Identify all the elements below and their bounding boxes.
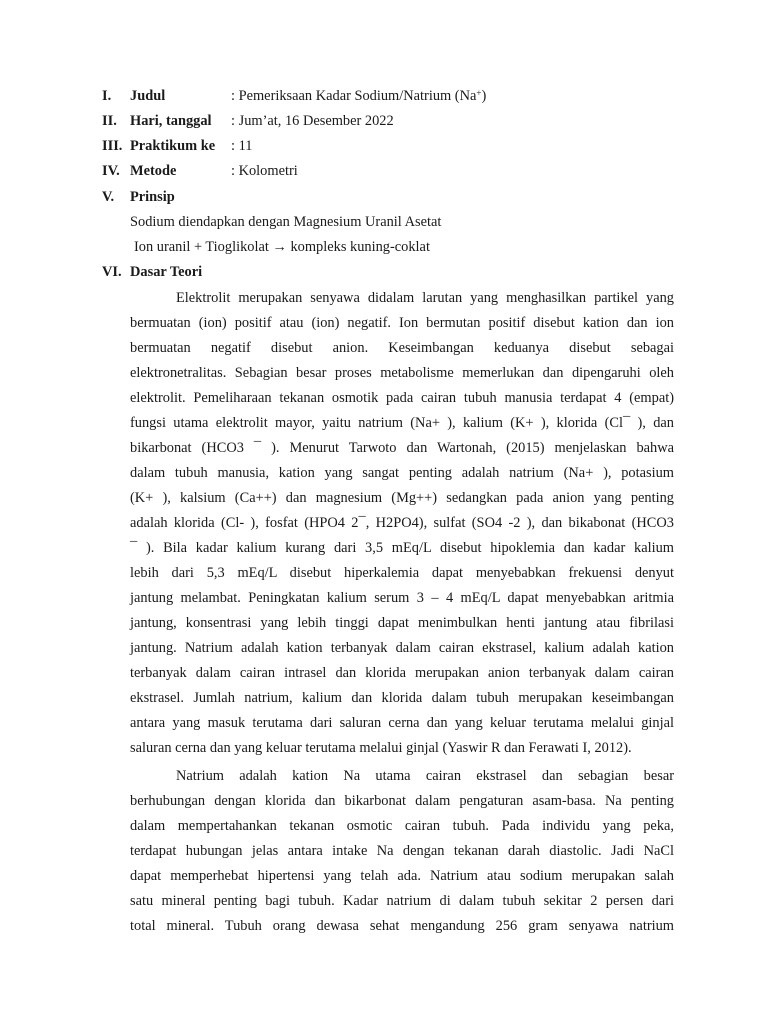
paragraph-2-line: berhubungan dengan klorida dan bikarbonat dalam pengaturan asam-basa. Na penting (130, 793, 674, 809)
header-label: Metode (130, 163, 177, 179)
header-value: : Jum’at, 16 Desember 2022 (231, 113, 394, 129)
roman-numeral: I. (102, 88, 112, 104)
header-label: Prinsip (130, 189, 175, 205)
roman-numeral: IV. (102, 163, 120, 179)
prinsip-line-2: Ion uranil + Tioglikolat → kompleks kuning-coklat (134, 239, 430, 255)
paragraph-2-line: dapat memperhebat hipertensi yang telah ada. Natrium atau sodium merupakan salah (130, 868, 674, 884)
paragraph-1-line: bermuatan negatif disebut anion. Keseimbangan keduanya disebut sebagai (130, 340, 674, 356)
paragraph-1-line: saluran cerna dan yang keluar terutama melalui ginjal (Yaswir R dan Ferawati I, 2012). (130, 740, 632, 756)
paragraph-2-line: terdapat hubungan jelas antara intake Na dengan tekanan darah diastolic. Jadi NaCl (130, 843, 674, 859)
paragraph-1-line: Elektrolit merupakan senyawa didalam larutan yang menghasilkan partikel yang (176, 290, 674, 306)
header-value: : Pemeriksaan Kadar Sodium/Natrium (Na+) (231, 88, 487, 104)
paragraph-1-line: (K+ ), kalsium (Ca++) dan magnesium (Mg++) sedangkan pada anion yang penting (130, 490, 674, 506)
paragraph-1-line: terbanyak dalam cairan intrasel dan klorida merupakan anion terbanyak dalam cairan (130, 665, 674, 681)
paragraph-2-line: total mineral. Tubuh orang dewasa sehat mengandung 256 gram senyawa natrium (130, 918, 674, 934)
paragraph-1-line: ekstrasel. Jumlah natrium, kalium dan klorida dalam tubuh merupakan keseimbangan (130, 690, 674, 706)
paragraph-1-line: bermuatan (ion) positif atau (ion) negatif. Ion bermutan positif disebut kation dan ion (130, 315, 674, 331)
roman-numeral: III. (102, 138, 123, 154)
paragraph-2-line: Natrium adalah kation Na utama cairan ekstrasel dan sebagian besar (176, 768, 674, 784)
paragraph-1-line: elektronetralitas. Sebagian besar proses metabolisme memerlukan dan dipengaruhi oleh (130, 365, 674, 381)
paragraph-1-line: jantung melambat. Peningkatan kalium serum 3 – 4 mEq/L dapat menyebabkan aritmia (130, 590, 674, 606)
paragraph-1-line: fungsi utama elektrolit mayor, yaitu natrium (Na+ ), kalium (K+ ), klorida (Cl¯ ), dan (130, 415, 674, 431)
header-label: Praktikum ke (130, 138, 216, 154)
paragraph-1-line: antara yang masuk terutama dari saluran cerna dan yang keluar terutama melalui ginjal (130, 715, 674, 731)
roman-numeral: VI. (102, 264, 122, 280)
paragraph-1-line: dalam tubuh manusia, kation yang sangat penting adalah natrium (Na+ ), potasium (130, 465, 674, 481)
header-label: Judul (130, 88, 166, 104)
paragraph-1-line: ¯ ). Bila kadar kalium kurang dari 3,5 mEq/L disebut hipoklemia dan kadar kalium (130, 540, 674, 556)
paragraph-1-line: jantung. Natrium adalah kation terbanyak dalam cairan ekstrasel, kalium adalah kation (130, 640, 674, 656)
paragraph-1-line: lebih dari 5,3 mEq/L disebut hiperkalemia dapat menyebabkan frekuensi denyut (130, 565, 674, 581)
paragraph-1-line: adalah klorida (Cl- ), fosfat (HPO4 2¯, H2PO4), sulfat (SO4 -2 ), dan bikabonat (HCO3 (130, 515, 674, 531)
prinsip-line-1: Sodium diendapkan dengan Magnesium Uranil Asetat (130, 214, 442, 230)
paragraph-1-line: bikarbonat (HCO3 ¯ ). Menurut Tarwoto dan Wartonah, (2015) menjelaskan bahwa (130, 440, 674, 456)
header-value: : 11 (231, 138, 253, 154)
roman-numeral: V. (102, 189, 115, 205)
arrow-right-icon: → (272, 239, 287, 255)
header-label: Hari, tanggal (130, 113, 212, 129)
header-value: : Kolometri (231, 163, 298, 179)
paragraph-1-line: jantung, konsentrasi yang lebih tinggi dapat menimbulkan henti jantung atau fibrilasi (130, 615, 674, 631)
paragraph-2-line: dalam mempertahankan tekanan osmotic cairan tubuh. Pada individu yang peka, (130, 818, 674, 834)
section-title: Dasar Teori (130, 264, 203, 280)
paragraph-2-line: satu mineral penting bagi tubuh. Kadar natrium di dalam tubuh sekitar 2 persen dari (130, 893, 674, 909)
paragraph-1-line: elektrolit. Pemeliharaan tekanan osmotik pada cairan tubuh manusia terdapat 4 (empat) (130, 390, 674, 406)
roman-numeral: II. (102, 113, 117, 129)
